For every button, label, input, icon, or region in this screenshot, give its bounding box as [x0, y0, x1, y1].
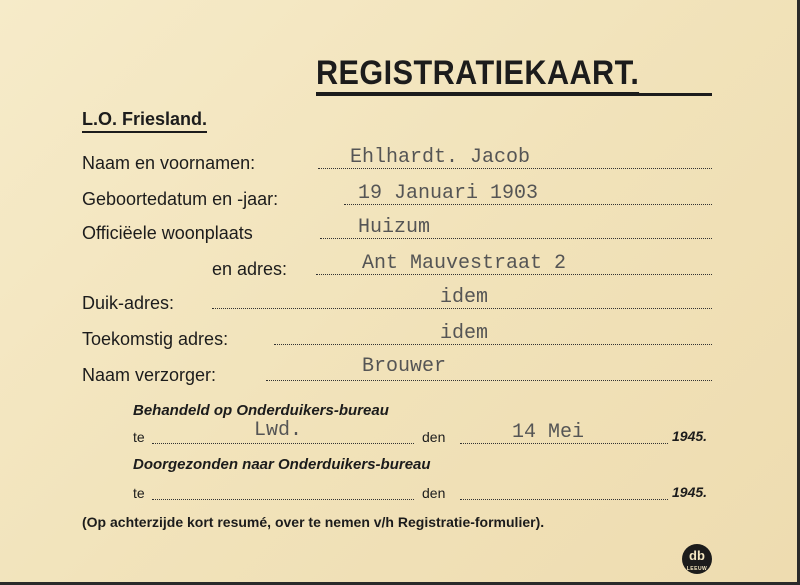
future-address-label: Toekomstig adres: [82, 329, 229, 349]
handled-date-value: 14 Mei [512, 421, 585, 444]
caretaker-label: Naam verzorger: [82, 365, 217, 385]
hiding-address-value: idem [440, 286, 489, 309]
residence-label: Officiëele woonplaats [82, 223, 253, 243]
caretaker-dotted-line [266, 380, 712, 381]
caretaker-value: Brouwer [362, 355, 447, 378]
forwarded-date-dotted-line [460, 499, 668, 500]
card-title: REGISTRATIEKAART. [316, 54, 639, 95]
address-value: Ant Mauvestraat 2 [362, 252, 567, 275]
birthdate-label: Geboortedatum en -jaar: [82, 189, 279, 209]
logo-subtext: LEEUW [686, 566, 708, 572]
footer-note: (Op achterzijde kort resumé, over te nemen v/h Registratie-formulier). [82, 514, 545, 530]
hiding-address-label: Duik-adres: [82, 293, 175, 313]
forwarded-heading: Doorgezonden naar Onderduikers-bureau [133, 456, 431, 473]
handled-den-label: den [422, 429, 446, 445]
name-value: Ehlhardt. Jacob [350, 146, 531, 169]
forwarded-te-label: te [133, 485, 145, 501]
forwarded-place-dotted-line [152, 499, 414, 500]
birthdate-value: 19 Januari 1903 [358, 182, 539, 205]
handled-heading: Behandeld op Onderduikers-bureau [133, 402, 389, 419]
address-label: en adres: [212, 259, 288, 279]
handled-place-value: Lwd. [254, 419, 303, 442]
title-underline [316, 93, 712, 96]
residence-value: Huizum [358, 216, 431, 239]
name-label: Naam en voornamen: [82, 153, 256, 173]
forwarded-den-label: den [422, 485, 446, 501]
organization-label: L.O. Friesland. [82, 108, 207, 133]
future-address-dotted-line [274, 344, 712, 345]
future-address-value: idem [440, 322, 489, 345]
handled-te-label: te [133, 429, 145, 445]
printer-logo-icon [682, 544, 712, 574]
logo-mark: db [689, 548, 705, 563]
handled-year: 1945. [672, 428, 708, 444]
forwarded-year: 1945. [672, 484, 708, 500]
handled-place-dotted-line [152, 443, 414, 444]
